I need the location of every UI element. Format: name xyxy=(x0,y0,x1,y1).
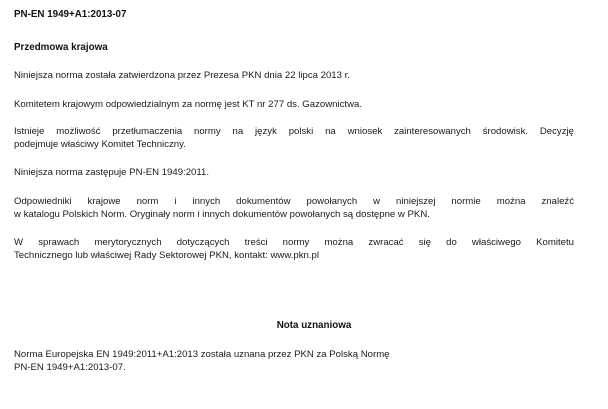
committee-paragraph xyxy=(14,99,574,112)
committee-text: Komitetem krajowym odpowiedzialnym za normę jest KT nr 277 ds. Gazownictwa. xyxy=(14,99,363,110)
replacement-paragraph xyxy=(14,167,574,180)
approval-text: Niniejsza norma została zatwierdzona przez Prezesa PKN dnia 22 lipca 2013 r. xyxy=(14,70,350,81)
translation-paragraph xyxy=(14,126,574,151)
endorsement-text-line-2: PN-EN 1949+A1:2013-07. xyxy=(14,361,126,373)
endorsement-text-line-1: Norma Europejska EN 1949:2011+A1:2013 została uznana przez PKN za Polską Normę xyxy=(14,349,390,360)
translation-text-line-1: Istnieje możliwość przetłumaczenia normy na język polski na wniosek zainteresowanych środowisk. Decyzję xyxy=(14,126,574,137)
equivalents-text-line-1: Odpowiedniki krajowe norm i innych dokumentów powołanych w niniejszej normie można znaleźć xyxy=(14,196,574,207)
equivalents-text-line-2: w katalogu Polskich Norm. Oryginały norm i innych dokumentów powołanych są dostępne w PKN. xyxy=(14,208,430,220)
standard-id: PN-EN 1949+A1:2013-07 xyxy=(14,9,127,20)
contact-text-line-1: W sprawach merytorycznych dotyczących treści normy można zwracać się do właściwego Komitetu xyxy=(14,237,574,248)
approval-paragraph xyxy=(14,70,574,83)
endorsement-paragraph xyxy=(14,349,574,374)
endorsement-heading: Nota uznaniowa xyxy=(276,320,352,331)
equivalents-paragraph xyxy=(14,196,574,221)
replacement-text: Niniejsza norma zastępuje PN-EN 1949:2011. xyxy=(14,167,209,178)
contact-paragraph xyxy=(14,237,574,262)
translation-text-line-2: podejmuje właściwy Komitet Techniczny. xyxy=(14,138,186,150)
foreword-heading: Przedmowa krajowa xyxy=(14,42,108,53)
contact-text-line-2: Technicznego lub właściwej Rady Sektorowej PKN, kontakt: www.pkn.pl xyxy=(14,249,320,261)
